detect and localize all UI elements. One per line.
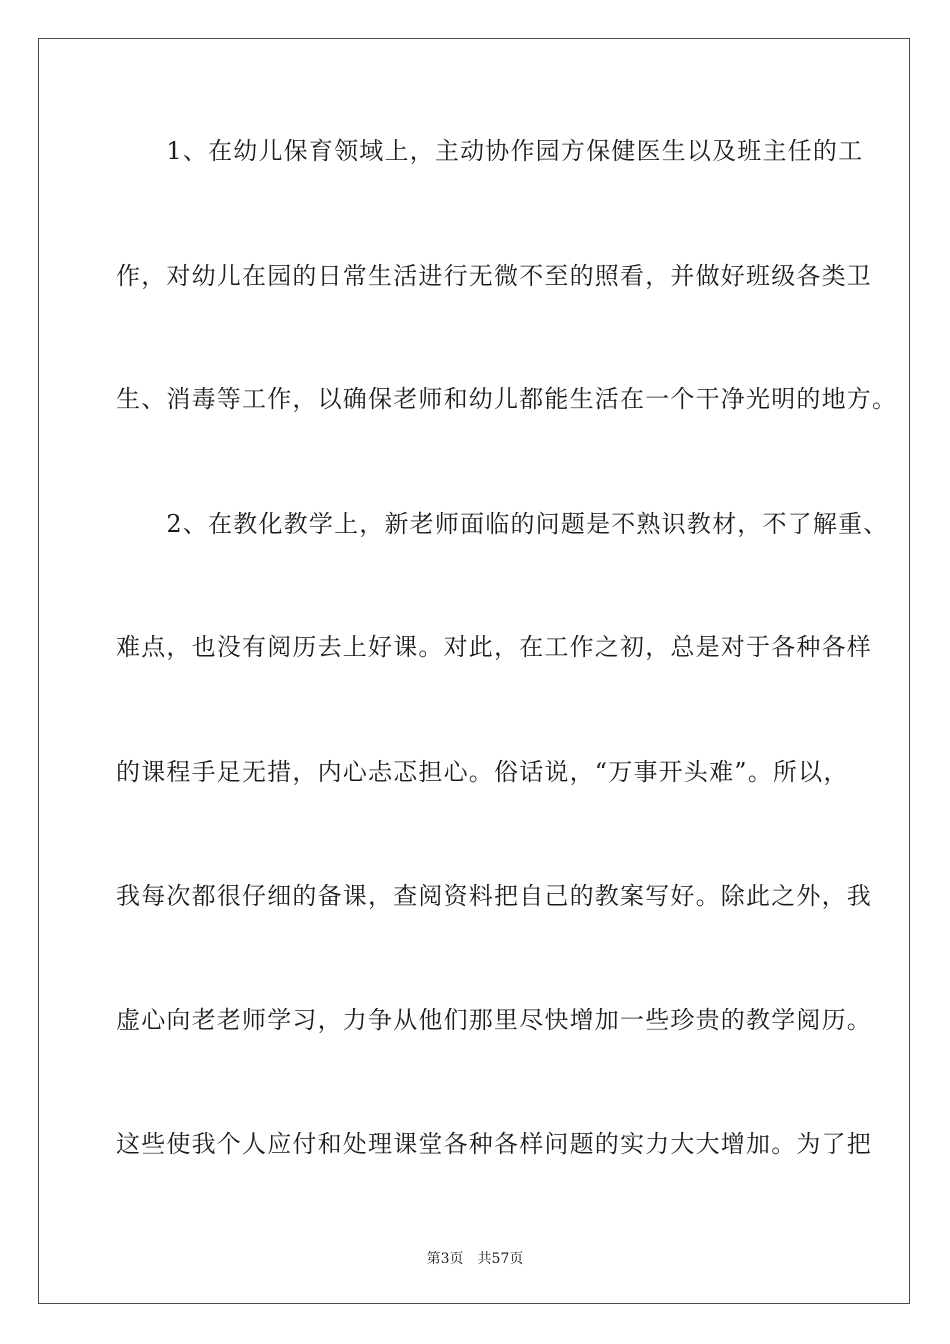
- text-line-3: 生、消毒等工作，以确保老师和幼儿都能生活在一个干净光明的地方。: [116, 385, 898, 413]
- text-line-7: 我每次都很仔细的备课，查阅资料把自己的教案写好。除此之外，我: [116, 882, 872, 910]
- text-line-8: 虚心向老老师学习，力争从他们那里尽快增加一些珍贵的教学阅历。: [116, 1006, 872, 1034]
- text-line-4: 2、在教化教学上，新老师面临的问题是不熟识教材，不了解重、: [116, 510, 889, 538]
- page-total: 共57页: [477, 1251, 524, 1267]
- text-line-1: 1、在幼儿保育领域上，主动协作园方保健医生以及班主任的工: [116, 137, 864, 165]
- page-border: [38, 38, 910, 1304]
- text-line-2: 作，对幼儿在园的日常生活进行无微不至的照看，并做好班级各类卫: [116, 262, 872, 290]
- page-number: 第3页: [426, 1251, 464, 1267]
- text-line-5: 难点，也没有阅历去上好课。对此，在工作之初，总是对于各种各样: [116, 633, 872, 661]
- page-footer: [0, 1248, 950, 1268]
- text-line-6: 的课程手足无措，内心忐忑担心。俗话说，“万事开头难”。所以，: [116, 758, 849, 786]
- text-line-9: 这些使我个人应付和处理课堂各种各样问题的实力大大增加。为了把: [116, 1130, 872, 1158]
